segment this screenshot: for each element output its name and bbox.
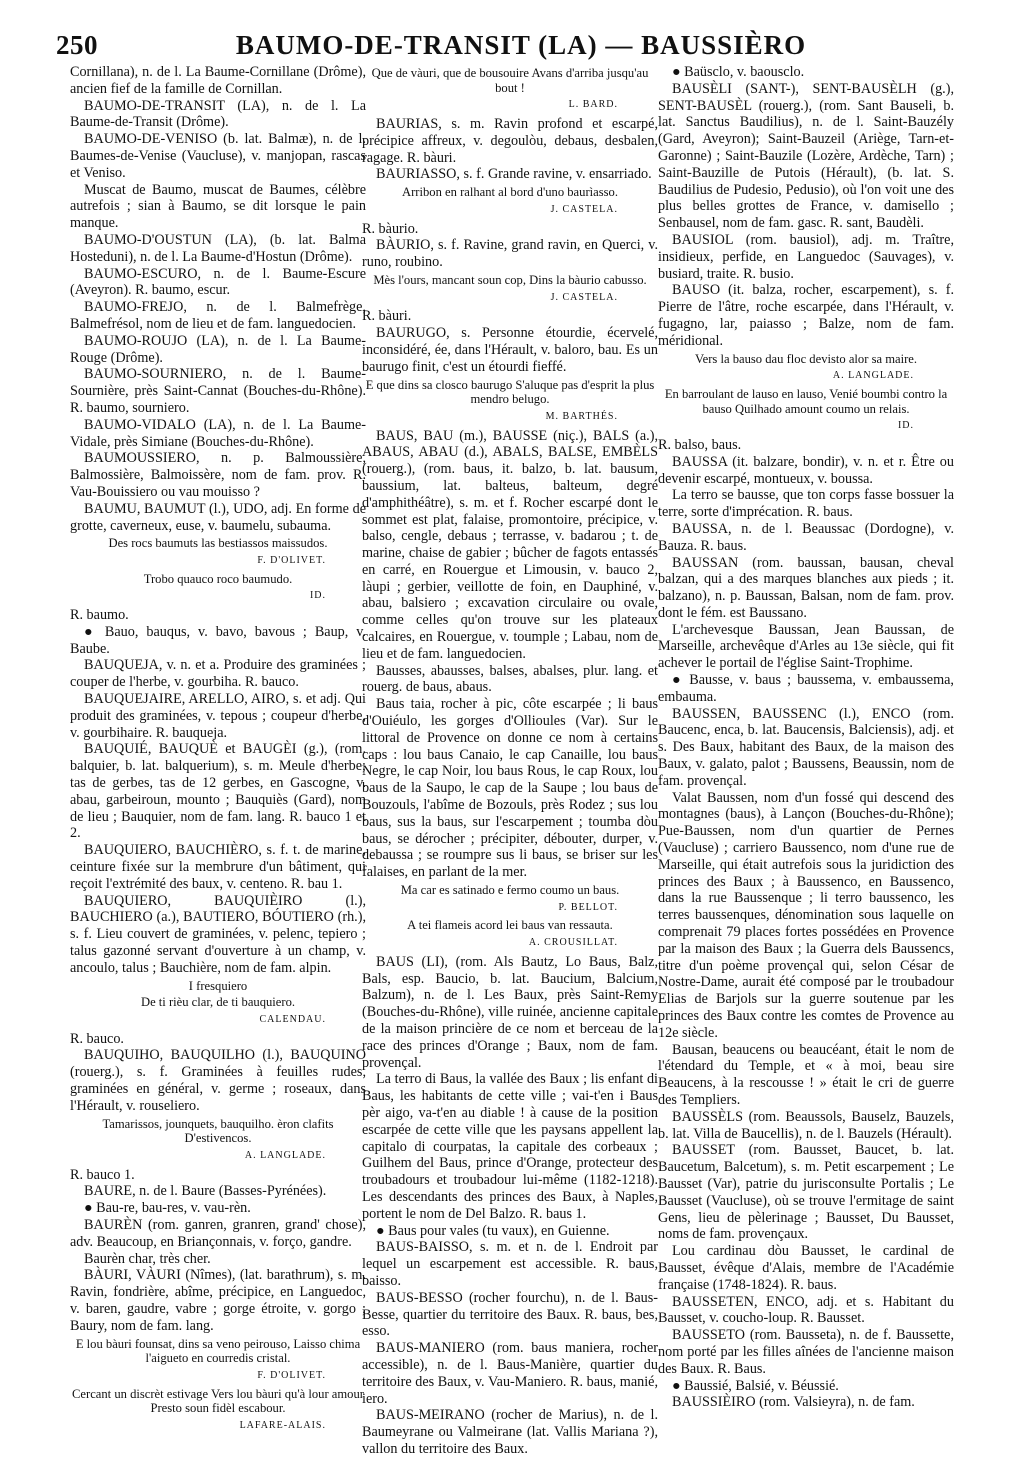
quotation-line: Mès l'ours, mancant soun cop, Dins la bàurio cabusso.: [373, 272, 647, 287]
entry-paragraph: BAUMO-DE-TRANSIT (LA), n. de l. La Baume-de-Transit (Drôme).: [70, 97, 366, 131]
bullet-entry: ● Baussié, Balsié, v. Béussié.: [658, 1378, 954, 1395]
quotation-line: Arribon en ralhant al bord d'uno baurìasso.: [402, 185, 618, 200]
entry-paragraph: R. bàurio.: [362, 220, 419, 237]
entry-paragraph: BAURIASSO, s. f. Grande ravine, v. ensarriado.: [376, 166, 652, 183]
entry-paragraph: BAURIAS, s. m. Ravin profond et escarpé, précipice affreux, v. degoulòu, debaus, desbalen, ragage. R. bàuri.: [362, 115, 658, 166]
entry-paragraph: R. bàuri.: [362, 308, 412, 325]
entry-paragraph: BAUSSET (rom. Bausset, Baucet, b. lat. Baucetum, Balcetum), s. m. Petit escarpement ; Le Bausset (Var), patrie du jurisconsulte Portalis ; Le Bausset (Vaucluse), où se trouve l'ermitage de saint Gens, lieu de pèlerinage ; Bausset, Du Bausset, noms de fam. provençaux.: [658, 1142, 954, 1243]
page-number: 250: [56, 30, 98, 60]
entry-paragraph: BAUMO-ESCURO, n. de l. Baume-Escure (Aveyron). R. baumo, escur.: [70, 265, 366, 299]
bullet-entry: ● Bauo, bauqus, v. bavo, bavous ; Baup, v. Baube.: [70, 624, 366, 658]
entry-paragraph: BAUSO (it. balza, rocher, escarpement), s. f. Pierre de l'âtre, roche escarpée, dans l'Hérault, v. fugagno, lar, paiasso ; Balze, nom de fam. méridional.: [658, 282, 954, 349]
entry-paragraph: BÀURI, VÀURI (Nîmes), (lat. barathrum), s. m. Ravin, fondrière, abîme, précipice, en Languedoc, v. baren, gaudre, vabre ; gorge étroite, v. gorgo ; Baury, nom de fam. lang.: [70, 1267, 366, 1334]
entry-paragraph: BAUS-BAISSO, s. m. et n. de l. Endroit par lequel un escarpement est accessible. R. baus, baisso.: [362, 1239, 658, 1289]
entry-paragraph: Bausan, beaucens ou beaucéant, était le nom de l'étendard du Temple, et « à moi, beau sire Beaucens, à la rescousse ! » était le cri de guerre des Templiers.: [658, 1041, 954, 1108]
entry-paragraph: BAUQUIÉ, BAUQUÈ et BAUGÈI (g.), (rom. balquier, b. lat. balquerium), s. m. Meule d'herbe; tas de gerbes, tas de 12 gerbes, en Gascogne, v. abau, garbeiroun, mounto ; Bauquiès (Gard), nom de lieu ; Bauquier, nom de fam. lang. R. bauco 1 et 2.: [70, 741, 366, 842]
entry-paragraph: BAUSIOL (rom. bausiol), adj. m. Traître, insidieux, perfide, en Languedoc (Sauvages), v. busiard, traite. R. busio.: [658, 231, 954, 282]
quotation-line: A tei flameis acord lei baus van ressauta.: [407, 918, 613, 933]
entry-paragraph: BAURUGO, s. Personne étourdie, écervelé, inconsidéré, ée, dans l'Hérault, v. baloro, bau. Es un baurugo finit, c'est un étourdi fieffé.: [362, 325, 658, 375]
bullet-entry: ● Bau-re, bau-res, v. vau-rèn.: [70, 1200, 366, 1217]
entry-paragraph: BAUS, BAU (m.), BAUSSE (niç.), BALS (a.), ABAUS, ABAU (d.), ABALS, BALSE, EMBÈLS (rouerg.), (rom. baus, it. balzo, b. lat. bausum, baussium, lat. balteus, balteum, degré d'amphithéâtre), s. m. et f. Rocher escarpé dont le sommet est plat, falaise, promontoire, précipice, v. balso, cengle, debaus ; terrasse, v. badarou ; t. de marine, chaise de gabier ; bûcher de fagots entassés en carré, en Rouergue et Limousin, v. bauco 2, làupi ; gerbier, veillotte de foin, en Dauphiné, v. abau, balsiero ; excavation circulaire ou ovale, comme celles qu'on trouve sur les plateaux calcaires, en Rouergue, v. toumple ; Labau, nom de lieu et de fam. languedocien.: [362, 427, 658, 662]
quotation-line: Que de vàuri, que de bousouire Avans d'arriba jusqu'au bout !: [371, 66, 649, 95]
entry-paragraph: BAUMO-VIDALO (LA), n. de l. La Baume-Vidale, près Simiane (Bouches-du-Rhône).: [70, 416, 366, 450]
entry-paragraph: BAUS-MEIRANO (rocher de Marius), n. de l. Baumeyrane ou Valmeirane (lat. Vallis Mariana ?), vallon du territoire des Baux.: [362, 1407, 658, 1457]
quotation-line: De ti rièu clar, de ti bauquiero.: [140, 995, 296, 1010]
entry-paragraph: BAUQUEJA, v. n. et a. Produire des graminées ; couper de l'herbe, v. gourbiha. R. bauco.: [70, 657, 366, 691]
bullet-entry: ● Baüsclo, v. baousclo.: [658, 64, 954, 81]
quotation-author: J. CASTELA.: [550, 291, 618, 303]
quotation-author: A. LANGLADE.: [832, 370, 914, 382]
bullet-entry: ● Baus pour vales (tu vaux), en Guienne.: [362, 1223, 658, 1240]
entry-paragraph: BAUMO-ROUJO (LA), n. de l. La Baume-Rouge (Drôme).: [70, 332, 366, 366]
entry-paragraph: BAUQUEJAIRE, ARELLO, AIRO, s. et adj. Qui produit des graminées, v. tepous ; coupeur d'herbe, v. gourbihaire. R. bauqueja.: [70, 691, 366, 741]
quotation-author: F. D'OLIVET.: [257, 1369, 326, 1381]
entry-paragraph: BAUSÈLI (SANT-), SENT-BAUSÈLH (g.), SENT-BAUSÈL (rouerg.), (rom. Sant Bauseli, b. lat. Sanctus Baudilius), n. de l. Saint-Bauzély (Gard, Aveyron); Saint-Bauzeil (Ariège, Tarn-et-Garonne) ; Saint-Bauzile (Lozère, Ardèche, Tarn) ; Saint-Bauzille de Putois (Hérault), (b. lat. S. Baudilius de Pudesio, Pedusio), où l'on voit une des plus belles grottes de France, v. damisello ; Senbausel, nom de fam. gasc. R. sant, Baudèli.: [658, 80, 954, 232]
entry-paragraph: BAUMOUSSIERO, n. p. Balmoussière, Balmossière, Balmoissère, nom de fam. prov. R. Vau-Bouissiero ou vau mouisso ?: [70, 450, 366, 500]
quotation-line: Cercant un discrèt estivage Vers lou bàuri qu'à lour amour Presto soun fidèl escabour.: [72, 1386, 364, 1416]
entry-paragraph: BAUQUIERO, BAUQUIÈIRO (l.), BAUCHIERO (a.), BAUTIERO, BÓUTIERO (rh.), s. f. Lieu couvert de graminées, v. pelenc, tepiero ; talus gazonné servant d'ouverture à un champ, v. ancoulo, talus ; Bauchière, nom de fam. alpin.: [70, 892, 366, 976]
quotation-author: CALENDAU.: [259, 1013, 326, 1025]
quotation-author: F. D'OLIVET.: [257, 554, 326, 566]
column-right: [658, 64, 954, 1411]
bullet-entry: ● Bausse, v. baus ; baussema, v. embaussema, embauma.: [658, 672, 954, 706]
entry-paragraph: Baus taia, rocher à pic, côte escarpée ; li baus d'Ouiéulo, les gorges d'Ollioules (Var). Sur le littoral de Provence on donne ce nom à certains caps : lou baus Canaio, le cap Canaille, lou baus Negre, le cap Noir, lou baus Rous, le cap Roux, lou baus de la Saupo, le cap de la Saupe ; lou baus de Bouzouls, l'abîme de Bozouls, près Rodez ; sus lou baus, sus la baus, sur l'escarpement ; toumba dòu baus, se dérocher ; précipiter, débouter, durper, v. debaussa ; se roumpre sus li baus, se briser sur les falaises, en parlant de la mer.: [362, 696, 658, 881]
entry-paragraph: BAUSSA (it. balzare, bondir), v. n. et r. Être ou devenir escarpé, montueux, v. boussa.: [658, 453, 954, 487]
entry-paragraph: Lou cardinau dòu Bausset, le cardinal de Bausset, évêque d'Alais, membre de l'Académie française (1748-1824). R. baus.: [658, 1243, 954, 1293]
entry-paragraph: R. baumo.: [70, 607, 129, 624]
column-left: [70, 64, 366, 1437]
quotation-line: Trobo quauco roco baumudo.: [143, 571, 293, 586]
quotation-author: A. LANGLADE.: [244, 1149, 326, 1161]
entry-paragraph: BAUMO-SOURNIERO, n. de l. Baume-Sournière, près Saint-Cannat (Bouches-du-Rhône). R. baumo, sourniero.: [70, 366, 366, 416]
entry-paragraph: Muscat de Baumo, muscat de Baumes, célèbre autrefois ; sian à Baumo, se dit lorsque le pain manque.: [70, 181, 366, 232]
entry-paragraph: BAUMU, BAUMUT (l.), UDO, adj. En forme de grotte, caverneux, euse, v. baumelu, subauma.: [70, 500, 366, 534]
page-header: [56, 22, 986, 62]
quotation-line: Vers la bauso dau floc devisto alor sa maire.: [694, 351, 918, 366]
entry-paragraph: BAUSSAN (rom. baussan, bausan, cheval balzan, qui a des marques blanches aux pieds ; it. balzano), n. p. Baussan, Balsan, nom de fam. prov. dont le fém. est Baussano.: [658, 554, 954, 621]
entry-paragraph: BÀURIO, s. f. Ravine, grand ravin, en Querci, v. runo, roubino.: [362, 237, 658, 271]
entry-paragraph: BAUSSEN, BAUSSENC (l.), ENCO (rom. Baucenc, enca, b. lat. Baucensis, Balciensis), adj. et s. Des Baux, habitant des Baux, de la maison des Baux, v. galato, palot ; Baussens, Beaussin, nom de fam. provençal.: [658, 705, 954, 789]
entry-paragraph: R. balso, baus.: [658, 436, 742, 453]
quotation-author: J. CASTELA.: [550, 203, 618, 215]
entry-paragraph: BAUMO-FREJO, n. de l. Balmefrège, Balmefrésol, nom de lieu et de fam. languedocien.: [70, 299, 366, 332]
entry-paragraph: BAUSSIÈIRO (rom. Valsieyra), n. de fam.: [672, 1394, 915, 1411]
quotation-line: Tamarissos, jounquets, bauquilho. èron clafits D'estivencos.: [102, 1116, 334, 1146]
entry-paragraph: Baurèn char, très cher.: [84, 1250, 211, 1267]
quotation-line: Des rocs baumuts las bestiassos maissudos.: [108, 536, 328, 551]
entry-paragraph: La terro di Baus, la vallée des Baux ; lis enfant di Baus, les habitants de cette ville ; vai-t'en i Baus pèr aigo, va-t'en au diable ! à cause de la position escarpée de cette ville que les paysans appellent la capitalo di courpatas, la capitale des corbeaux ; Guilhem del Baus, prince d'Orange, protecteur des troubadours et troubadour lui-même (1182-1218). Les descendants des princes des Baux, à Naples, portent le nom de Del Balzo. R. baus 1.: [362, 1071, 658, 1222]
entry-paragraph: BAUMO-D'OUSTUN (LA), (b. lat. Balma Hosteduni), n. de l. La Baume-d'Hostun (Drôme).: [70, 231, 366, 265]
quotation-line: E que dins sa closco baurugo S'aluque pas d'esprit la plus mendro belugo.: [365, 377, 655, 407]
entry-paragraph: BAURÈN (rom. ganren, granren, grand' chose), adv. Beaucoup, en Briançonnais, v. forço, gandre.: [70, 1216, 366, 1250]
quotation-line: E lou bàuri founsat, dins sa veno peirouso, Laisso chima l'aigueto en courredis cristal.: [75, 1336, 361, 1366]
entry-paragraph: BAURE, n. de l. Baure (Basses-Pyrénées).: [84, 1183, 327, 1200]
entry-paragraph: BAUSSETO (rom. Bausseta), n. de f. Baussette, nom porté par les filles aînées de l'ancienne maison des Baux. R. Baus.: [658, 1327, 954, 1377]
entry-paragraph: R. bauco.: [70, 1030, 124, 1047]
column-middle: [362, 64, 658, 1458]
quotation-author: A. CROUSILLAT.: [528, 937, 618, 949]
quotation-author: ID.: [897, 420, 914, 432]
entry-paragraph: L'archevesque Baussan, Jean Baussan, de Marseille, archevêque d'Arles au 13e siècle, qui fit achever le portail de l'église Saint-Trophime.: [658, 621, 954, 672]
quotation-author: P. BELLOT.: [558, 901, 618, 913]
entry-paragraph: BAUMO-DE-VENISO (b. lat. Balmæ), n. de l. Baumes-de-Venise (Vaucluse), v. manjopan, rascas et Veniso.: [70, 131, 366, 181]
entry-paragraph: BAUQUIHO, BAUQUILHO (l.), BAUQUINO (rouerg.), s. f. Graminées à feuilles rudes, graminées en général, v. germe ; roseaux, dans l'Hérault, v. rouseliero.: [70, 1047, 366, 1114]
quotation-author: ID.: [309, 590, 326, 602]
entry-paragraph: R. bauco 1.: [70, 1166, 135, 1183]
entry-paragraph: BAUSSÈLS (rom. Beaussols, Bauselz, Bauzels, b. lat. Villa de Baucellis), n. de l. Bauzels (Hérault).: [658, 1108, 954, 1142]
quotation-line: I fresquiero: [188, 978, 248, 993]
entry-paragraph: La terro se bausse, que ton corps fasse bossuer la terre, sorte d'imprécation. R. baus.: [658, 487, 954, 521]
entry-paragraph: BAUS-BESSO (rocher fourchu), n. de l. Baus-Besse, quartier du territoire des Baux. R. baus, bes, esso.: [362, 1289, 658, 1340]
quotation-line: En barroulant de lauso en lauso, Venié boumbi contro la bauso Quilhado amount coumo un relais.: [664, 386, 948, 416]
entry-paragraph: BAUQUIERO, BAUCHIÈRO, s. f. t. de marine, ceinture fixée sur la membrure d'un bâtiment, qui reçoit l'extrémité des baux, v. centeno. R. bau 1.: [70, 842, 366, 892]
quotation-author: LAFARE-ALAIS.: [239, 1419, 326, 1431]
quotation-author: L. BARD.: [568, 99, 618, 111]
entry-paragraph: BAUSSETEN, ENCO, adj. et s. Habitant du Bausset, v. coucho-loup. R. Bausset.: [658, 1293, 954, 1327]
entry-paragraph: Bausses, abausses, balses, abalses, plur. lang. et rouerg. de baus, abaus.: [362, 662, 658, 696]
entry-paragraph: BAUSSA, n. de l. Beaussac (Dordogne), v. Bauza. R. baus.: [658, 520, 954, 554]
quotation-author: M. BARTHÉS.: [545, 410, 618, 422]
running-title: BAUMO-DE-TRANSIT (LA) — BAUSSIÈRO: [235, 30, 807, 60]
entry-paragraph: BAUS-MANIERO (rom. baus maniera, rocher accessible), n. de l. Baus-Manière, quartier du territoire des Baux, v. Vau-Maniero. R. baus, manié, iero.: [362, 1340, 658, 1407]
entry-paragraph: Valat Baussen, nom d'un fossé qui descend des montagnes (baus), à Lançon (Bouches-du-Rhône); Pue-Baussen, nom d'un quartier de Pernes (Vaucluse) ; carriero Baussenco, nom d'une rue de Marseille, qui était autrefois sous la juridiction des princes des Baux ; à Baussenco, en Baussenco, dans la rue Baussenque ; li terro baussenco, les terres baussenques, dénomination sous laquelle on comprenait 79 places fortes possédées en Provence par la maison des Baux ; la Guerra dels Baussencs, titre d'un poème provençal qui, selon César de Nostre-Dame, aurait été composé par le troubadour Elias de Barjols sur la guerre soutenue par les princes des Baux contre les comtes de Provence au 12e siècle.: [658, 789, 954, 1041]
entry-paragraph: BAUS (LI), (rom. Als Bautz, Lo Baus, Balz, Bals, esp. Baucio, b. lat. Baucium, Balcium, Balzum), n. de l. Les Baux, près Saint-Remy (Bouches-du-Rhône), ville ruinée, ancienne capitale de la maison princière de ce nom et berceau de la race des princes d'Orange ; Baux, nom de fam. provençal.: [362, 953, 658, 1071]
quotation-line: Ma car es satinado e fermo coumo un baus.: [400, 883, 620, 898]
entry-paragraph: Cornillana), n. de l. La Baume-Cornillane (Drôme), ancien fief de la famille de Cornillan.: [70, 64, 366, 97]
